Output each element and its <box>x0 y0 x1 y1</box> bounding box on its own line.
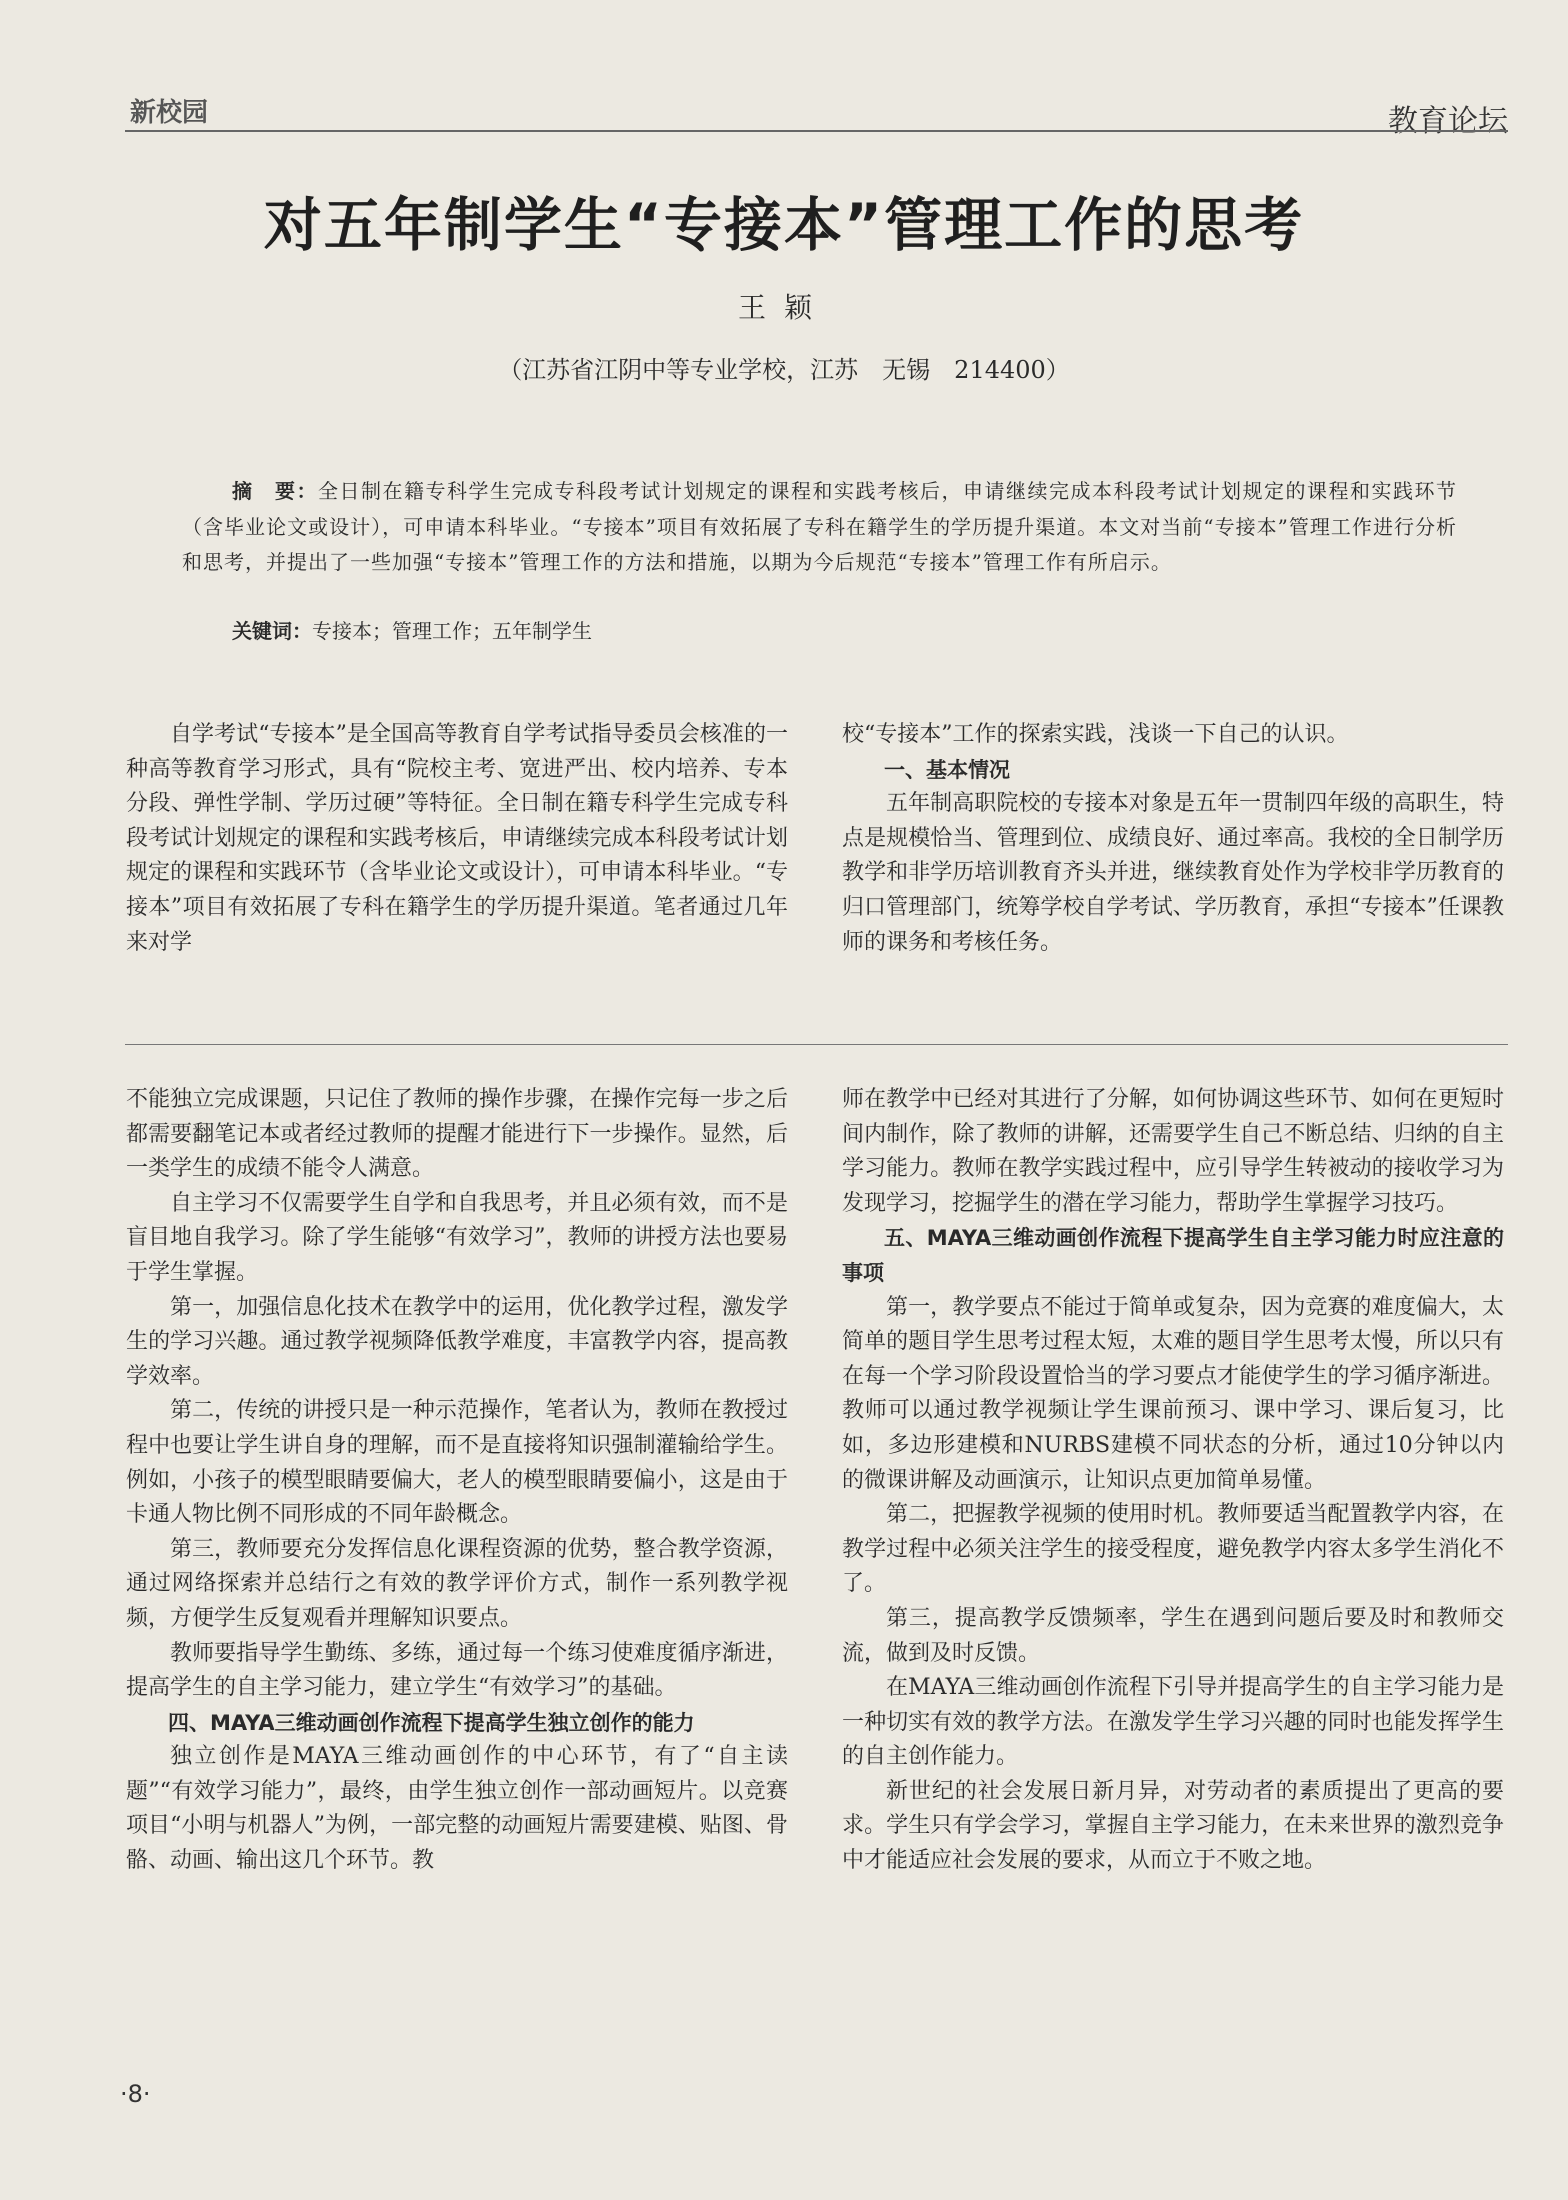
paragraph: 在MAYA三维动画创作流程下引导并提高学生的自主学习能力是一种切实有效的教学方法。在激发学生学习兴趣的同时也能发挥学生的自主创作能力。 <box>842 1675 1504 1770</box>
page-number: ·8· <box>120 2080 151 2108</box>
article-author: 王颖 <box>737 291 830 324</box>
keywords-text: 专接本；管理工作；五年制学生 <box>312 619 592 643</box>
section-label: 新校园 <box>130 98 209 128</box>
column-label: 教育论坛 <box>1388 104 1508 139</box>
upper-right-column <box>842 718 1504 960</box>
article-affiliation: （江苏省江阴中等专业学校，江苏 无锡 214400） <box>498 356 1070 384</box>
paragraph: 第二，传统的讲授只是一种示范操作，笔者认为，教师在教授过程中也要让学生讲自身的理解，而不是直接将知识强制灌输给学生。例如，小孩子的模型眼睛要偏大，老人的模型眼睛要偏小，这是由于卡通人物比例不同形成的不同年龄概念。 <box>126 1398 788 1528</box>
paragraph: 第三，教师要充分发挥信息化课程资源的优势，整合教学资源，通过网络探索并总结行之有效的教学评价方式，制作一系列教学视频，方便学生反复观看并理解知识要点。 <box>126 1536 788 1631</box>
abstract <box>182 474 1457 581</box>
paragraph: 新世纪的社会发展日新月异，对劳动者的素质提出了更高的要求。学生只有学会学习，掌握自主学习能力，在未来世界的激烈竞争中才能适应社会发展的要求，从而立于不败之地。 <box>842 1778 1504 1874</box>
paragraph: 第三，提高教学反馈频率，学生在遇到问题后要及时和教师交流，做到及时反馈。 <box>842 1605 1504 1666</box>
paragraph: 第一，加强信息化技术在教学中的运用，优化教学过程，激发学生的学习兴趣。通过教学视频降低教学难度，丰富教学内容，提高教学效率。 <box>126 1294 788 1389</box>
heading-basic-situation: 一、基本情况 <box>884 757 1010 782</box>
heading-section-four: 四、MAYA三维动画创作流程下提高学生独立创作的能力 <box>168 1710 695 1735</box>
lower-right-continuation: 师在教学中已经对其进行了分解，如何协调这些环节、如何在更短时间内制作，除了教师的讲解，还需要学生自己不断总结、归纳的自主学习能力。教师在教学实践过程中，应引导学生转被动的接收学习为发现学习，挖掘学生的潜在学习能力，帮助学生掌握学习技巧。 <box>842 1087 1504 1216</box>
paragraph: 第一，教学要点不能过于简单或复杂，因为竞赛的难度偏大，太简单的题目学生思考过程太短，太难的题目学生思考太慢，所以只有在每一个学习阶段设置恰当的学习要点才能使学生的学习循序渐进。教师可以通过教学视频让学生课前预习、课中学习、课后复习，比如，多边形建模和NURBS建模不同状态的分析，通过10分钟以内的微课讲解及动画演示，让知识点更加简单易懂。 <box>842 1294 1504 1493</box>
upper-left-column <box>126 718 788 960</box>
lower-left-continuation: 不能独立完成课题，只记住了教师的操作步骤，在操作完每一步之后都需要翻笔记本或者经过教师的提醒才能进行下一步操作。显然，后一类学生的成绩不能令人满意。 <box>126 1087 788 1182</box>
paragraph: 自主学习不仅需要学生自学和自我思考，并且必须有效，而不是盲目地自我学习。除了学生能够“有效学习”，教师的讲授方法也要易于学生掌握。 <box>126 1190 788 1285</box>
lower-right-column <box>842 1083 1504 1879</box>
keywords <box>232 614 592 648</box>
article-title: 对五年制学生“专接本”管理工作的思考 <box>263 191 1305 259</box>
upper-right-paragraph: 五年制高职院校的专接本对象是五年一贯制四年级的高职生，特点是规模恰当、管理到位、成绩良好、通过率高。我校的全日制学历教学和非学历培训教育齐头并进，继续教育处作为学校非学历教育的归口管理部门，统筹学校自学考试、学历教育，承担“专接本”任课教师的课务和考核任务。 <box>842 791 1504 955</box>
header-rule <box>125 130 1508 132</box>
paragraph: 独立创作是MAYA三维动画创作的中心环节，有了“自主读题”“有效学习能力”，最终，由学生独立创作一部动画短片。以竞赛项目“小明与机器人”为例，一部完整的动画短片需要建模、贴图、骨骼、动画、输出这几个环节。教 <box>126 1744 788 1874</box>
upper-left-paragraph: 自学考试“专接本”是全国高等教育自学考试指导委员会核准的一种高等教育学习形式，具有“院校主考、宽进严出、校内培养、专本分段、弹性学制、学历过硬”等特征。全日制在籍专科学生完成专科段考试计划规定的课程和实践考核后，申请继续完成本科段考试计划规定的课程和实践环节（含毕业论文或设计），可申请本科毕业。“专接本”项目有效拓展了专科在籍学生的学历提升渠道。笔者通过几年来对学 <box>126 722 788 955</box>
heading-section-five: 五、MAYA三维动画创作流程下提高学生自主学习能力时应注意的事项 <box>842 1226 1504 1285</box>
abstract-label: 摘 要： <box>232 479 318 503</box>
lower-left-column <box>126 1083 788 1879</box>
keywords-label: 关键词： <box>232 619 312 643</box>
upper-right-continuation: 校“专接本”工作的探索实践，浅谈一下自己的认识。 <box>842 722 1349 747</box>
section-divider <box>125 1044 1508 1045</box>
paragraph: 第二，把握教学视频的使用时机。教师要适当配置教学内容，在教学过程中必须关注学生的接受程度，避免教学内容太多学生消化不了。 <box>842 1502 1504 1597</box>
paragraph: 教师要指导学生勤练、多练，通过每一个练习使难度循序渐进，提高学生的自主学习能力，建立学生“有效学习”的基础。 <box>126 1640 788 1701</box>
abstract-text: 全日制在籍专科学生完成专科段考试计划规定的课程和实践考核后，申请继续完成本科段考试计划规定的课程和实践环节（含毕业论文或设计），可申请本科毕业。“专接本”项目有效拓展了专科在籍学生的学历提升渠道。本文对当前“专接本”管理工作进行分析和思考，并提出了一些加强“专接本”管理工作的方法和措施，以期为今后规范“专接本”管理工作有所启示。 <box>182 479 1457 574</box>
